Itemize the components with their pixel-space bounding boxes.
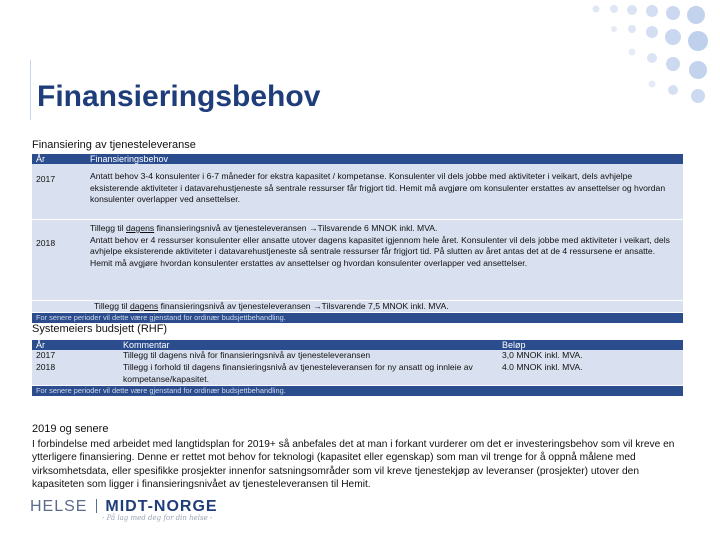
extra-underlined: dagens bbox=[125, 223, 155, 233]
header-year: År bbox=[36, 340, 45, 350]
row-year: 2018 bbox=[36, 238, 56, 248]
row-extra-line bbox=[94, 301, 683, 312]
logo-divider bbox=[96, 499, 97, 513]
logo-part1: HELSE bbox=[30, 498, 88, 515]
table-header bbox=[32, 154, 683, 164]
budget-table bbox=[32, 340, 683, 396]
row-text-cell bbox=[90, 223, 683, 300]
row-year: 2017 bbox=[36, 350, 56, 360]
row-extra-line bbox=[90, 223, 677, 235]
header-comment: Kommentar bbox=[123, 340, 170, 350]
outlook-text: I forbindelse med arbeidet med langtidsplan for 2019+ så anbefales det at man i forkant vurderer om det er investeringsbehov som vil kreve en ytterligere finansiering. Denne er rettet mot behov for teknologi (kapasitet eller egenskap) som man vil trenge for å oppnå målene med virksomhetsdata, eller spesifikke prosjekter innenfor satsningsområder som vil kreve tjenestekjøp av leveranser (prosjekter) utover den kapasiteten som ligger i finansieringsnivået av tjenesteleveransen til Hemit. bbox=[32, 438, 675, 491]
row-text: Antatt behov er 4 ressurser konsulenter eller ansatte utover dagens kapasitet igjennom hele året. Konsulenter vil dels jobbe med aktiviteter i veikart, dels avhjelpe eksisterende aktiviteter i datavarehustjeneste så sentrale ressurser får frigjort tid. På slutten av året antas det at de 4 ressursene er ansatte. Hemit må avgjøre hvordan konsulenter erstattes av ansettelser og hvordan konsulenter overlapper ved ansettelser. bbox=[90, 234, 670, 268]
table-row bbox=[32, 301, 683, 313]
financing-table bbox=[32, 154, 683, 323]
table-footer: For senere perioder vil dette være gjenstand for ordinær budsjettbehandling. bbox=[32, 313, 683, 323]
helse-midt-norge-logo bbox=[30, 498, 218, 522]
page-title: Finansieringsbehov bbox=[37, 80, 321, 113]
header-amount: Beløp bbox=[502, 340, 526, 350]
decorative-circles bbox=[520, 0, 720, 110]
extra-prefix: Tillegg til bbox=[94, 301, 130, 311]
row-amount: 4.0 MNOK inkl. MVA. bbox=[502, 362, 583, 372]
table-row bbox=[32, 350, 683, 362]
section-title-budget: Systemeiers budsjett (RHF) bbox=[32, 323, 168, 335]
outlook-section bbox=[32, 422, 692, 492]
table-header bbox=[32, 340, 683, 350]
table-row bbox=[32, 220, 683, 301]
extra-prefix: Tillegg til bbox=[90, 223, 126, 233]
title-rule bbox=[30, 60, 31, 120]
extra-suffix: finansieringsnivå av tjenesteleveransen →Tilsvarende 7,5 MNOK inkl. MVA. bbox=[158, 301, 449, 311]
row-year: 2017 bbox=[36, 174, 56, 184]
row-text: Antatt behov 3-4 konsulenter i 6-7 måneder for ekstra kapasitet / kompetanse. Konsulenter vil dels jobbe med aktiviteter i veikart, dels avhjelpe eksisterende aktiviteter i datavarehustjeneste så sentrale ressurser får frigjort tid. Hemit må avgjøre om konsulenter erstattes av ansettelser og hvordan konsulenter overlapper ved ansettelser. bbox=[90, 171, 666, 205]
extra-underlined: dagens bbox=[129, 301, 159, 311]
section-title-financing: Finansiering av tjenesteleveranse bbox=[32, 139, 196, 151]
header-year: År bbox=[36, 154, 45, 164]
extra-suffix: finansieringsnivå av tjenesteleveransen →Tilsvarende 6 MNOK inkl. MVA. bbox=[154, 223, 438, 233]
row-text-cell bbox=[90, 171, 683, 219]
row-comment: Tillegg i forhold til dagens finansieringsnivå av tjenesteleveransen for ny ansatt og innleie av kompetanse/kapasitet. bbox=[123, 362, 473, 384]
logo-part2: MIDT-NORGE bbox=[105, 498, 218, 515]
table-row bbox=[32, 362, 683, 386]
table-footer: For senere perioder vil dette være gjenstand for ordinær budsjettbehandling. bbox=[32, 386, 683, 396]
outlook-title: 2019 og senere bbox=[32, 423, 109, 435]
table-row bbox=[32, 164, 683, 220]
header-need: Finansieringsbehov bbox=[90, 154, 169, 164]
row-year: 2018 bbox=[36, 362, 56, 372]
row-amount: 3,0 MNOK inkl. MVA. bbox=[502, 350, 583, 360]
row-comment: Tillegg til dagens nivå for finansieringsnivå av tjenesteleveransen bbox=[123, 350, 371, 360]
logo-tagline: - På lag med deg for din helse - bbox=[102, 514, 213, 522]
